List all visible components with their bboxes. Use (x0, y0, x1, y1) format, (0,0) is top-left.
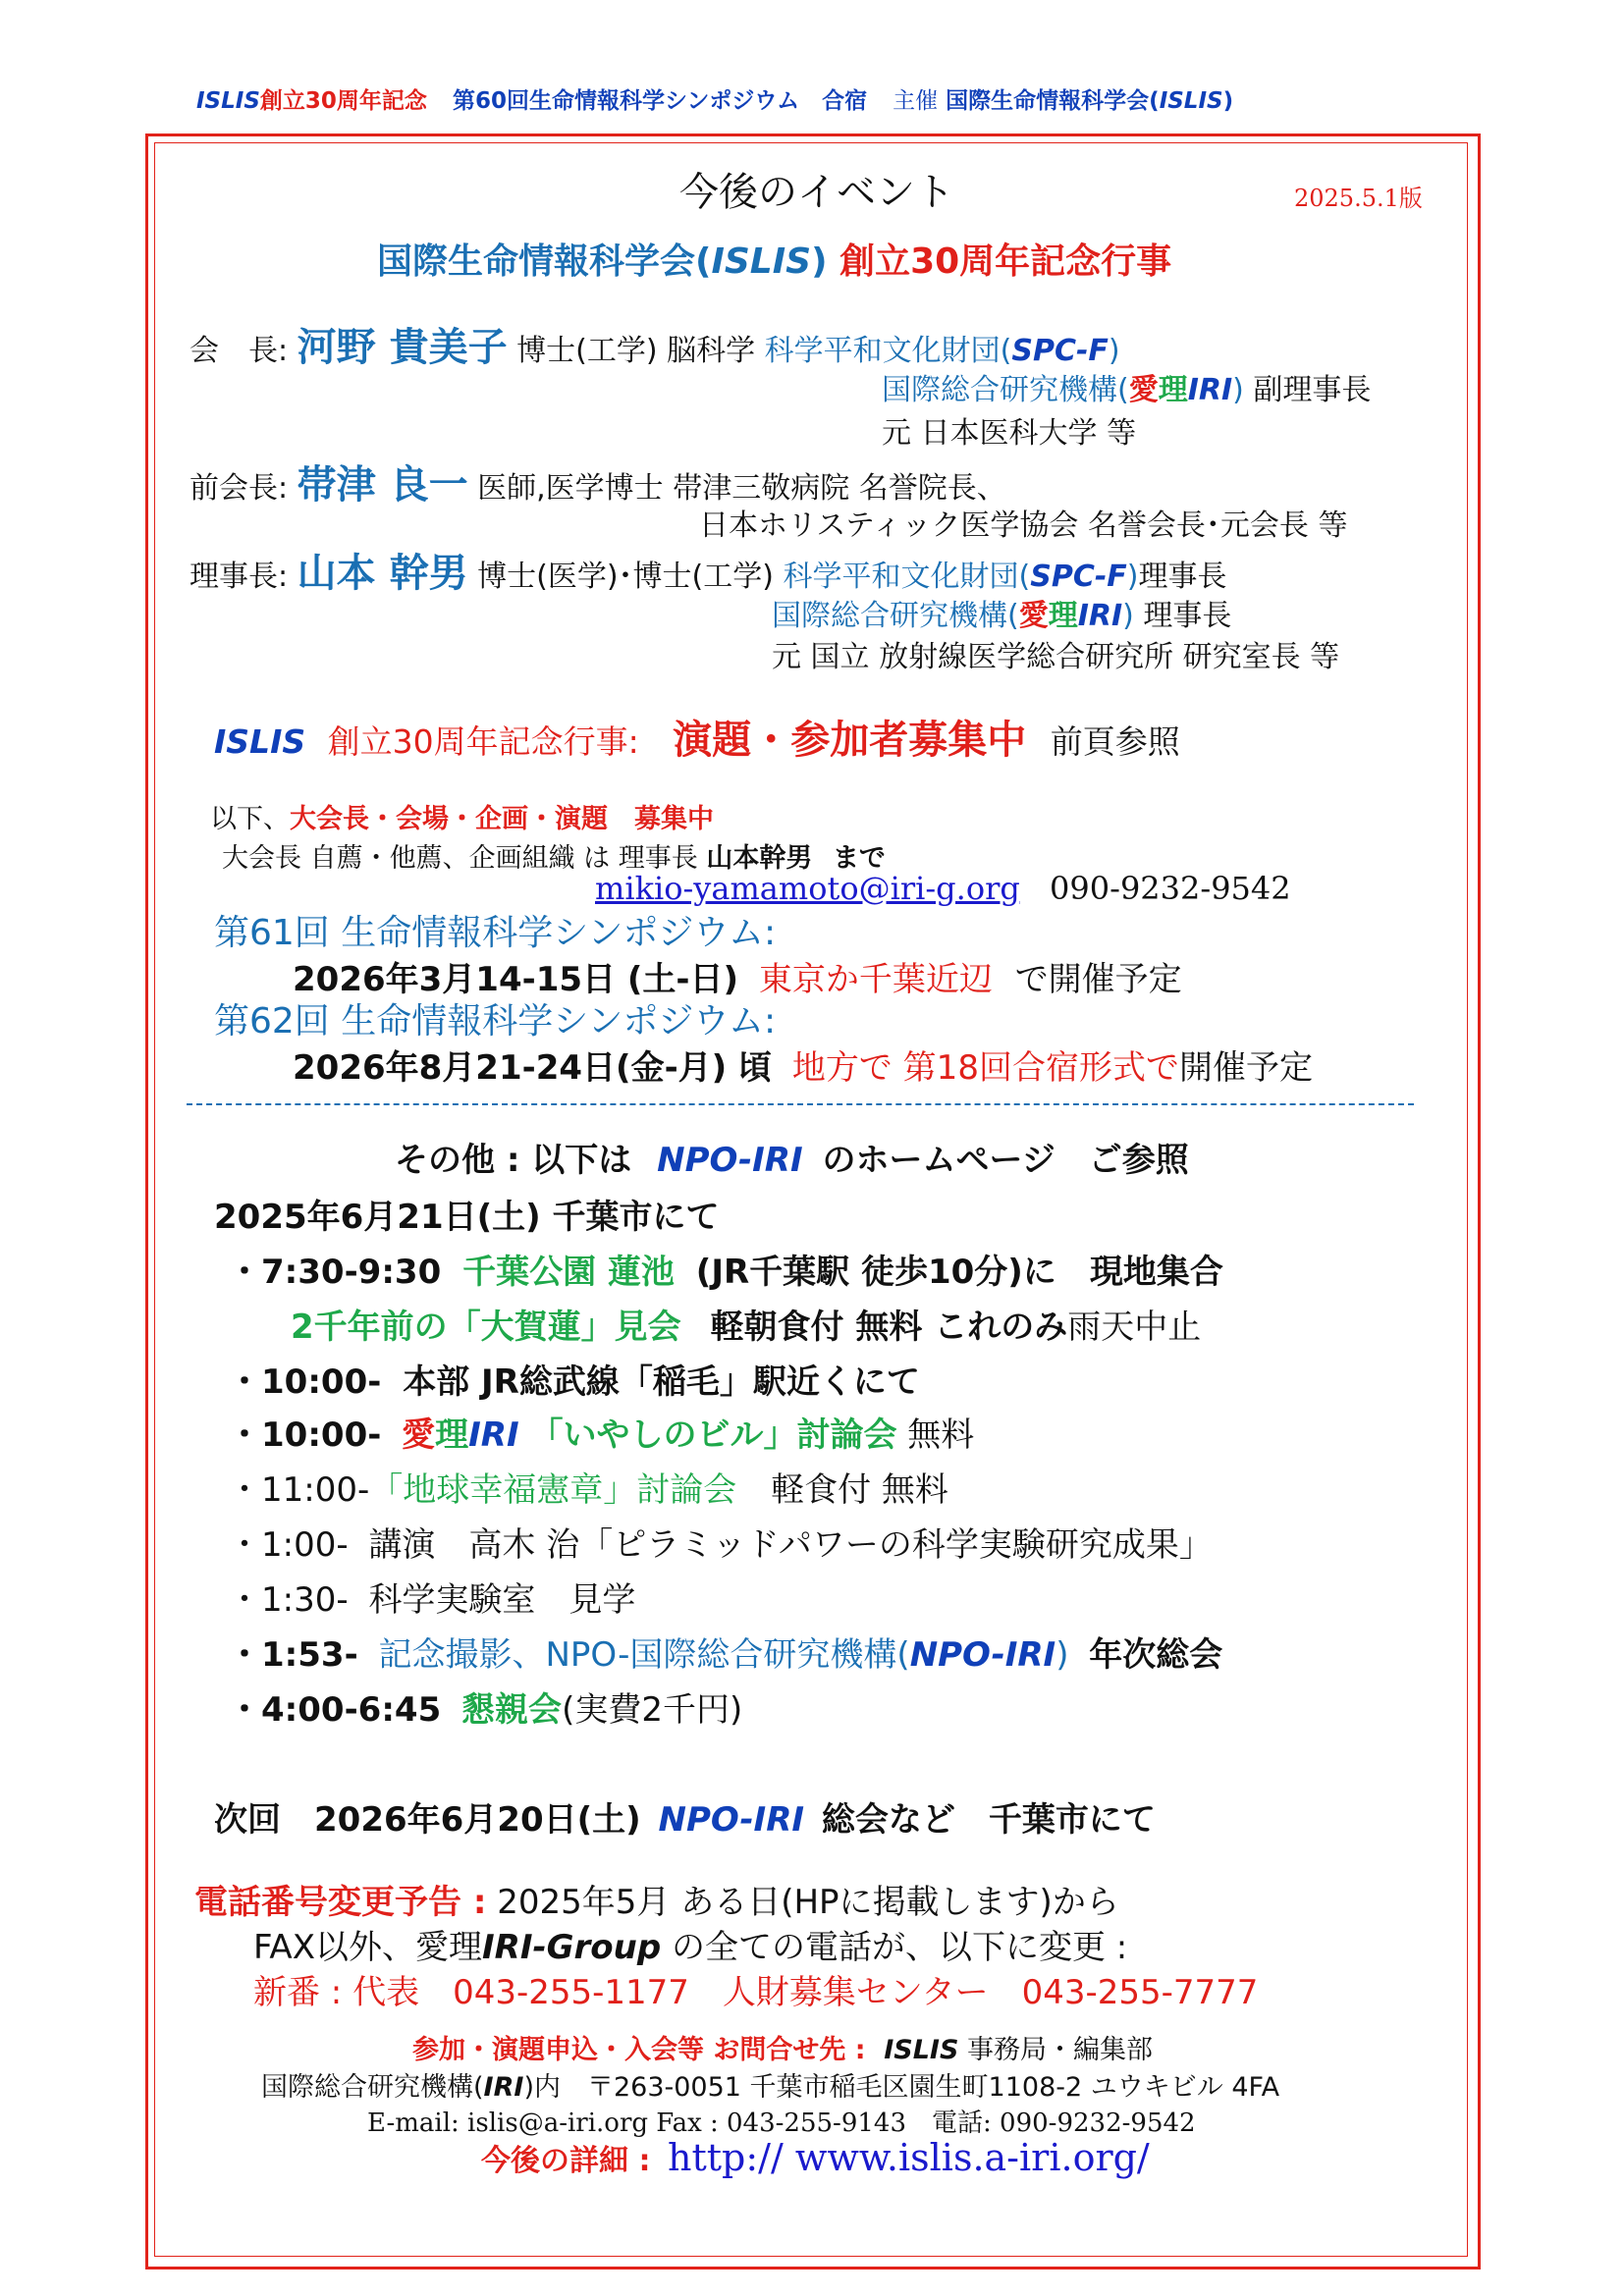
chair-org2-ai: 愛 (1018, 599, 1049, 633)
event-date: 2025年6月21日(土) 千葉市にて (214, 1198, 720, 1237)
anniversary-text: 創立30周年記念行事: (327, 722, 639, 761)
other-prefix: その他 : 以下は (395, 1141, 632, 1180)
contact-address-c: )内 〒263-0051 千葉市稲毛区園生町1108-2 ユウキビル 4FA (523, 2072, 1280, 2103)
chair-org2: 国際総合研究機構( (772, 599, 1019, 633)
schedule-1-line2b: 軽朝食付 無料 これのみ (710, 1308, 1068, 1347)
contact-address-a: 国際総合研究機構( (261, 2072, 484, 2103)
schedule-item-5 (228, 1518, 1213, 1566)
schedule-8-time: 4:00-6:45 (261, 1690, 442, 1730)
contact-line (412, 2028, 1153, 2066)
schedule-7-close: ) (1056, 1635, 1069, 1675)
chair-org1-close: ) (1126, 560, 1139, 594)
schedule-3-iri: IRI (468, 1415, 519, 1455)
next-line (214, 1792, 1156, 1841)
schedule-7-bullet: ・ (228, 1635, 261, 1675)
phone-change-line2a: FAX以外、愛理 (253, 1928, 482, 1967)
recruit-line2c: まで (832, 843, 886, 874)
schedule-item-2 (228, 1355, 920, 1403)
chair-line2 (772, 591, 1231, 634)
schedule-3-title: 「いやしのビル」討論会 (529, 1415, 897, 1455)
recruit-prefix: 以下、 (210, 804, 290, 834)
chair-org2-iri: IRI (1077, 599, 1123, 633)
header-host: 国際生命情報科学会( (946, 88, 1160, 114)
former-name: 帯津 良一 (297, 462, 468, 507)
schedule-3-ai: 愛 (402, 1415, 436, 1455)
schedule-3-suffix: 無料 (907, 1415, 975, 1455)
other-line (395, 1133, 1189, 1181)
symposium62-line (293, 1041, 1313, 1089)
former-role: 前会長: (189, 471, 289, 506)
schedule-item-4 (228, 1463, 948, 1511)
former-line2: 日本ホリスティック医学協会 名誉会長･元会長 等 (699, 508, 1348, 543)
schedule-1-line2a: 2千年前の「大賀蓮」見会 (291, 1308, 681, 1347)
symposium62-suffix: 開催予定 (1178, 1048, 1313, 1088)
president-org2-iri: IRI (1187, 373, 1233, 407)
schedule-8-title: 懇親会 (461, 1690, 563, 1730)
schedule-1-detail: (JR千葉駅 徒歩10分)に 現地集合 (695, 1253, 1223, 1292)
schedule-4-bullet: ・ (228, 1470, 261, 1510)
president-org1: 科学平和文化財団( (764, 334, 1012, 368)
schedule-1-place: 千葉公園 蓮池 (462, 1253, 675, 1292)
symposium61-suffix: で開催予定 (1014, 960, 1182, 999)
symposium61-title: 第61回 生命情報科学シンポジウム: (214, 913, 777, 953)
header-host-close: ) (1222, 88, 1234, 114)
schedule-2-bullet: ・ (228, 1362, 261, 1402)
header-islis: ISLIS (196, 88, 260, 114)
schedule-item-3 (228, 1408, 974, 1456)
phone-change-line3: 新番 : 代表 043-255-1177 人財募集センター 043-255-7777 (253, 1973, 1259, 2012)
anniversary-call: 演題・参加者募集中 (673, 718, 1027, 763)
recruit-phone: 090-9232-9542 (1050, 870, 1291, 907)
chair-org1-title: 理事長 (1138, 560, 1227, 594)
contact-email-line: E-mail: islis@a-iri.org Fax : 043-255-9143 電話: 090-9232-9542 (367, 2109, 1196, 2138)
recruit-line2a: 大会長 自薦・他薦、企画組織 は 理事長 (222, 843, 698, 874)
page-title: 今後のイベント (679, 170, 954, 215)
recruit-line (210, 797, 714, 835)
schedule-6-text: 科学実験室 見学 (368, 1580, 636, 1620)
schedule-7-suffix: 年次総会 (1089, 1635, 1223, 1675)
schedule-4-suffix: 軽食付 無料 (771, 1470, 948, 1510)
header-host-label: 主催 (893, 88, 939, 114)
phone-change-label: 電話番号変更予告 : (194, 1883, 487, 1922)
symposium62-place: 地方で 第18回合宿形式で (791, 1048, 1179, 1088)
schedule-item-8 (228, 1682, 742, 1731)
header-line (196, 82, 1233, 115)
header-host-islis: ISLIS (1159, 88, 1223, 114)
president-role: 会 長: (189, 334, 289, 368)
chair-org1-spcf: SPC-F (1030, 560, 1127, 594)
chair-line (189, 542, 1227, 598)
phone-change-line (194, 1875, 1119, 1923)
subtitle (377, 234, 1171, 284)
president-org2-ai: 愛 (1128, 373, 1159, 407)
president-line3: 元 日本医科大学 等 (882, 416, 1137, 451)
schedule-3-bullet: ・ (228, 1415, 261, 1455)
schedule-1-line2c: 雨天中止 (1067, 1308, 1202, 1347)
contact-detail-label: 今後の詳細 : (481, 2144, 651, 2178)
schedule-1-bullet: ・ (228, 1253, 261, 1292)
president-line2 (882, 365, 1371, 408)
symposium62-date: 2026年8月21-24日(金-月) 頃 (293, 1048, 773, 1088)
schedule-7-text: 記念撮影、NPO-国際総合研究機構( (378, 1635, 910, 1675)
contact-detail-line (481, 2136, 1150, 2179)
schedule-item-1-line2 (291, 1300, 1201, 1348)
recruit-contact (595, 870, 1291, 907)
phone-change-line2b: IRI-Group (482, 1928, 662, 1967)
chair-org2-ri: 理 (1048, 599, 1078, 633)
contact-label: 参加・演題申込・入会等 お問合せ先 : (412, 2035, 866, 2065)
president-name: 河野 貴美子 (297, 325, 508, 370)
anniversary-line (214, 709, 1180, 765)
schedule-5-bullet: ・ (228, 1525, 261, 1565)
schedule-6-time: 1:30- (261, 1580, 349, 1620)
president-org2: 国際総合研究機構( (882, 373, 1129, 407)
chair-org1: 科学平和文化財団( (783, 560, 1031, 594)
contact-address-b: IRI (483, 2072, 524, 2103)
chair-role: 理事長: (189, 560, 289, 594)
phone-change-line2 (253, 1920, 1127, 1968)
schedule-3-ri: 理 (435, 1415, 469, 1455)
president-org2-close: ) (1232, 373, 1244, 407)
schedule-3-time: 10:00- (261, 1415, 382, 1455)
schedule-2-time: 10:00- (261, 1362, 382, 1402)
chair-org2-title: 理事長 (1143, 599, 1232, 633)
chair-line3: 元 国立 放射線医学総合研究所 研究室長 等 (772, 640, 1340, 674)
next-prefix: 次回 2026年6月20日(土) (214, 1800, 641, 1840)
president-org1-spcf: SPC-F (1011, 334, 1109, 368)
schedule-7-time: 1:53- (261, 1635, 358, 1675)
anniversary-islis: ISLIS (214, 722, 306, 761)
other-suffix: のホームページ ご参照 (822, 1141, 1189, 1180)
schedule-item-7 (228, 1628, 1222, 1676)
schedule-5-text: 講演 高木 治「ピラミッドパワーの科学実験研究成果」 (368, 1525, 1213, 1565)
schedule-1-time: 7:30-9:30 (261, 1253, 442, 1292)
subtitle-islis: ISLIS (711, 241, 812, 282)
recruit-email-link[interactable]: mikio-yamamoto@iri-g.org (595, 870, 1020, 907)
recruit-line2b: 山本幹男 (706, 843, 813, 874)
chair-desc: 博士(医学)･博士(工学) (477, 560, 774, 594)
contact-address (261, 2065, 1279, 2104)
other-npo: NPO-IRI (657, 1141, 803, 1180)
phone-change-text: 2025年5月 ある日(HPに掲載します)から (497, 1883, 1119, 1922)
recruit-items: 大会長・会場・企画・演題 募集中 (290, 804, 714, 834)
schedule-item-6 (228, 1573, 635, 1621)
anniversary-ref: 前頁参照 (1050, 722, 1180, 761)
president-org2-ri: 理 (1158, 373, 1188, 407)
version-label: 2025.5.1版 (1294, 185, 1423, 212)
schedule-4-title: 「地球幸福憲章」討論会 (369, 1470, 737, 1510)
symposium61-date: 2026年3月14-15日 (土-日) (293, 960, 739, 999)
header-anniversary: 創立30周年記念 (259, 88, 427, 114)
next-npo: NPO-IRI (658, 1800, 805, 1840)
former-desc: 医師,医学博士 帯津三敬病院 名誉院長、 (477, 471, 1006, 506)
president-org2-title: 副理事長 (1253, 373, 1372, 407)
contact-url-link[interactable]: http:// www.islis.a-iri.org/ (668, 2136, 1150, 2179)
subtitle-org: 国際生命情報科学会( (377, 241, 712, 282)
symposium61-place: 東京か千葉近辺 (758, 960, 993, 999)
schedule-item-1 (228, 1245, 1223, 1293)
next-suffix: 総会など 千葉市にて (821, 1800, 1156, 1840)
schedule-8-suffix: (実費2千円) (562, 1690, 743, 1730)
schedule-8-bullet: ・ (228, 1690, 261, 1730)
chair-org2-close: ) (1122, 599, 1134, 633)
schedule-2-text: 本部 JR総武線「稲毛」駅近くにて (403, 1362, 920, 1402)
contact-office: 事務局・編集部 (967, 2035, 1153, 2065)
president-org1-close: ) (1108, 334, 1120, 368)
subtitle-event: 創立30周年記念行事 (839, 241, 1172, 282)
dashed-divider (187, 1103, 1414, 1105)
symposium62-title: 第62回 生命情報科学シンポジウム: (214, 1001, 777, 1041)
header-symposium: 第60回生命情報科学シンポジウム 合宿 (452, 88, 868, 114)
schedule-4-time: 11:00- (261, 1470, 370, 1510)
chair-name: 山本 幹男 (297, 551, 468, 596)
schedule-5-time: 1:00- (261, 1525, 349, 1565)
subtitle-close: ) (811, 241, 828, 282)
schedule-6-bullet: ・ (228, 1580, 261, 1620)
phone-change-line2c: の全ての電話が、以下に変更 : (671, 1928, 1128, 1967)
schedule-7-npo: NPO-IRI (909, 1635, 1056, 1675)
president-desc: 博士(工学) 脳科学 (516, 334, 756, 368)
contact-islis: ISLIS (884, 2035, 959, 2065)
president-line (189, 316, 1120, 372)
